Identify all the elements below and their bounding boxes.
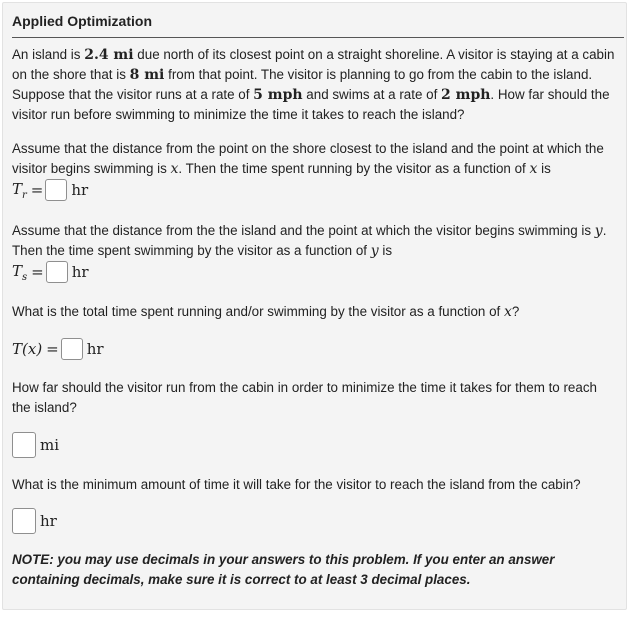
minimum-time-unit: hr	[40, 512, 57, 530]
running-time-unit: hr	[71, 181, 89, 199]
decimal-note: NOTE: you may use decimals in your answers to this problem. If you enter an answer containing decimals, make sure it is correct to at least 3 decimal places.	[12, 552, 555, 587]
run-rate: 5 mph	[253, 87, 303, 103]
island-distance: 2.4 mi	[84, 47, 134, 63]
minimum-time-answer-row	[12, 508, 57, 534]
swimming-time-input[interactable]	[46, 261, 68, 283]
question-running-time: Assume that the distance from the point on the shore closest to the island and the point at which the visitor begins swimming is x. Then the time spent running by the visitor as a function of x is	[12, 141, 604, 177]
problem-panel	[2, 2, 627, 610]
cabin-distance: 8 mi	[129, 67, 165, 83]
question-run-distance: How far should the visitor run from the cabin in order to minimize the time it takes for them to reach the island?	[12, 380, 597, 415]
swimming-time-answer-row: $T_s$ = hr	[12, 261, 89, 283]
question-minimum-time: What is the minimum amount of time it will take for the visitor to reach the island from the cabin?	[12, 477, 581, 492]
running-time-answer-row: $T_r$ = hr	[12, 179, 89, 201]
total-time-label: T(x)	[12, 340, 43, 358]
swimming-time-unit: hr	[71, 263, 89, 281]
question-swimming-time: Assume that the distance from the the island and the point at which the visitor begins swimming is y. Then the time spent swimming by the visitor as a function of y is	[12, 223, 607, 259]
running-time-label: $T_r$	[12, 179, 27, 201]
minimum-time-input[interactable]	[12, 508, 36, 534]
problem-title: Applied Optimization	[12, 13, 152, 29]
total-time-unit: hr	[86, 340, 104, 358]
run-distance-answer-row	[12, 432, 59, 458]
running-time-input[interactable]	[45, 179, 67, 201]
total-time-input[interactable]	[61, 338, 83, 360]
run-distance-input[interactable]	[12, 432, 36, 458]
total-time-answer-row: T(x) = hr	[12, 340, 104, 358]
question-total-time: What is the total time spent running and/or swimming by the visitor as a function of x?	[12, 304, 520, 320]
swim-rate: 2 mph	[441, 87, 491, 103]
problem-statement: An island is 2.4 mi due north of its closest point on a straight shoreline. A visitor is staying at a cabin on the shore that is 8 mi from that point. The visitor is planning to go from the cabin to the island. Suppose that the visitor runs at a rate of 5 mph and swims at a rate of 2 mph. How far should the visitor run before swimming to minimize the time it takes to reach the island?	[12, 47, 615, 122]
swimming-time-label: $T_s$	[12, 261, 28, 283]
title-divider	[12, 37, 624, 38]
run-distance-unit: mi	[40, 436, 60, 454]
